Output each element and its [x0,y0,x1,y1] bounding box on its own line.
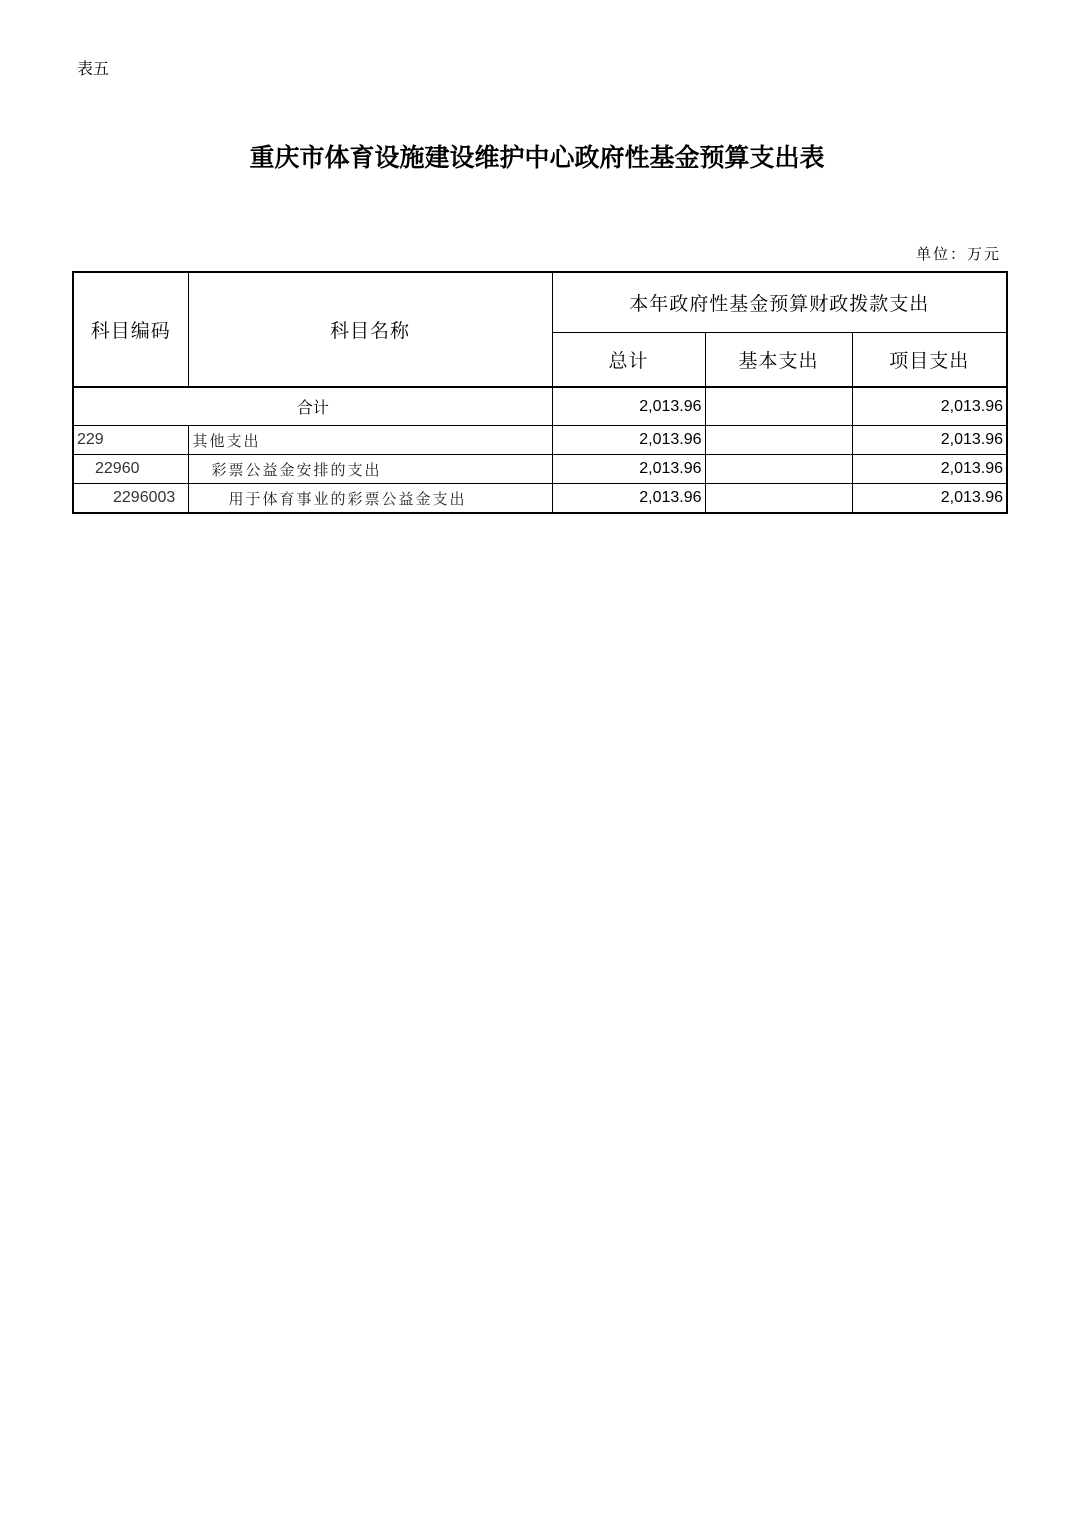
column-header-name: 科目名称 [188,272,552,387]
row-basic [705,455,852,484]
unit-label: 单位：万元 [915,245,1001,263]
row-name: 其他支出 [188,426,552,455]
table-row [73,426,1007,455]
row-basic [705,426,852,455]
row-project: 2,013.96 [852,455,1007,484]
row-basic [705,484,852,514]
row-code: 22960 [73,455,188,484]
summary-project: 2,013.96 [852,387,1007,426]
table-row [73,484,1007,514]
row-total: 2,013.96 [552,426,705,455]
summary-label: 合计 [73,387,552,426]
summary-row [73,387,1007,426]
row-name: 用于体育事业的彩票公益金支出 [188,484,552,514]
row-total: 2,013.96 [552,484,705,514]
row-project: 2,013.96 [852,426,1007,455]
page-title: 重庆市体育设施建设维护中心政府性基金预算支出表 [249,143,825,172]
table-number-label: 表五 [77,59,110,78]
summary-basic [705,387,852,426]
row-project: 2,013.96 [852,484,1007,514]
row-code: 2296003 [73,484,188,514]
row-total: 2,013.96 [552,455,705,484]
summary-total: 2,013.96 [552,387,705,426]
column-header-project: 项目支出 [852,332,1007,387]
column-header-basic: 基本支出 [705,332,852,387]
column-header-code: 科目编码 [73,272,188,387]
column-header-total: 总计 [552,332,705,387]
row-code: 229 [73,426,188,455]
budget-table [72,271,1008,514]
column-header-group: 本年政府性基金预算财政拨款支出 [552,272,1007,332]
row-name: 彩票公益金安排的支出 [188,455,552,484]
table-row [73,455,1007,484]
